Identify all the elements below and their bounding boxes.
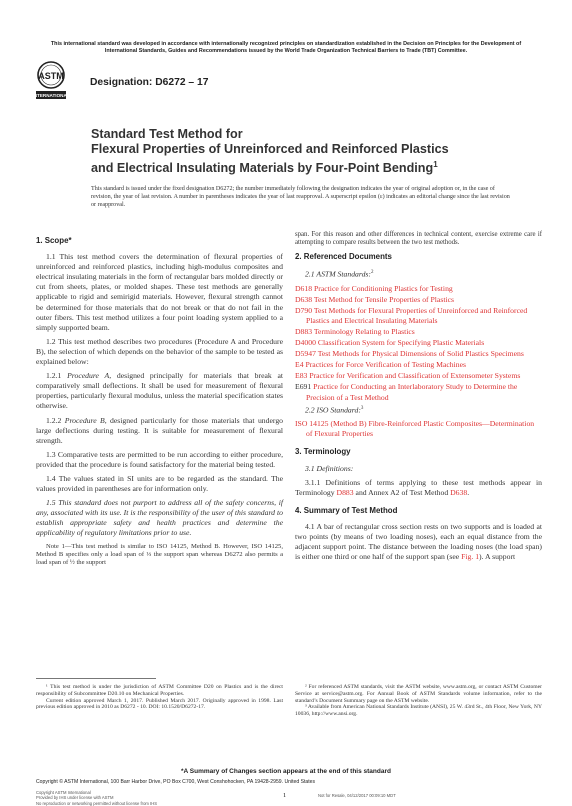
reference-title[interactable]: Test Method for Tensile Properties of Plastics: [313, 294, 455, 304]
page-number: 1: [283, 792, 287, 799]
reference-code[interactable]: E83: [295, 371, 308, 381]
reference-item[interactable]: [295, 295, 542, 305]
reference-code[interactable]: D618: [295, 283, 313, 293]
para-3-1-1: 3.1.1 Definitions of terms applying to these test methods appear in Terminology D883 and Annex A2 of Test Method D638.: [295, 477, 542, 497]
para-1-2: 1.2 This test method describes two procedures (Procedure A and Procedure B), the selection of which depends on the behavior of the sample to be tested as explained below:: [36, 336, 283, 367]
para-1-5: 1.5 This standard does not purport to address all of the safety concerns, if any, associated with its use. It is the responsibility of the user of this standard to establish appropriate safety and health practices and determine the applicability of regulatory limitations prior to use.: [36, 498, 283, 538]
para-1-3: 1.3 Comparative tests are permitted to be run according to either procedure, provided that the procedure is found satisfactory for the material being tested.: [36, 449, 283, 469]
footnote-2: ² For referenced ASTM standards, visit the ASTM website, www.astm.org, or contact ASTM Customer Service at service@astm.org. For Annual Book of ASTM Standards volume information, refer to the standard’s Document Summary page on the ASTM website.: [295, 684, 542, 704]
footnote-rule-left: [36, 678, 156, 679]
copyright-line: Copyright © ASTM International, 100 Barr Harbor Drive, PO Box C700, West Conshohocken, PA 19428-2959. United States: [36, 779, 316, 785]
reference-item[interactable]: [295, 349, 542, 359]
iso-reference[interactable]: ISO 14125 (Method B) Fibre-Reinforced Plastic Composites—Determination of Flexural Properties: [295, 419, 535, 439]
referenced-documents-heading: 2. Referenced Documents: [295, 251, 392, 261]
reference-code[interactable]: D4000: [295, 338, 316, 348]
para-3-1: 3.1 Definitions:: [305, 463, 354, 473]
left-column: [36, 232, 283, 571]
iso-standard-label: 2.2 ISO Standard:$^3$: [305, 405, 364, 415]
link-d883[interactable]: D883: [336, 487, 354, 497]
provider-notice: Copyright ASTM International Provided by IHS under license with ASTM No reproduction or networking permitted without license from IHS: [36, 790, 158, 806]
title-line-2: Flexural Properties of Unreinforced and Reinforced Plastics: [91, 142, 449, 156]
reference-item[interactable]: [295, 284, 542, 294]
reference-title[interactable]: Practice for Verification and Classification of Extensometer Systems: [309, 371, 521, 381]
reference-code[interactable]: D5947: [295, 349, 316, 359]
designation: Designation: D6272 – 17: [90, 77, 209, 88]
reference-title[interactable]: Test Methods for Flexural Properties of Unreinforced and Reinforced Plastics and Electrical Insulating Materials: [306, 305, 528, 325]
link-fig-1[interactable]: Fig. 1: [461, 552, 480, 562]
para-1-4: 1.4 The values stated in SI units are to be regarded as the standard. The values provided in parentheses are for information only.: [36, 473, 283, 494]
reference-list: [295, 284, 542, 403]
reference-item[interactable]: [295, 306, 542, 326]
note-1: Note 1—This test method is similar to ISO 14125, Method B. However, ISO 14125, Method B specifies only a load span of ⅓ the support span whereas D6272 also permits a load span of ½ the support: [36, 542, 283, 566]
reference-title[interactable]: Terminology Relating to Plastics: [313, 326, 415, 336]
reference-code[interactable]: E4: [295, 360, 304, 370]
wto-notice: This international standard was developed in accordance with internationally recognized principles on standardization established in the Decision on Principles for the Development of International Standards, Guides and Recommendations issued by the World Trade Organization Technical Barriers to Trade (TBT) Committee.: [50, 41, 522, 55]
title-footnote-marker[interactable]: 1: [433, 160, 438, 169]
reference-item[interactable]: [295, 360, 542, 370]
reference-item[interactable]: [295, 382, 542, 402]
link-d638[interactable]: D638: [450, 487, 468, 497]
footnote-1: ¹ This test method is under the jurisdiction of ASTM Committee D20 on Plastics and is the direct responsibility of Subcommittee D20.10 on Mechanical Properties.: [36, 684, 283, 697]
issuance-note: This standard is issued under the fixed designation D6272; the number immediately following the designation indicates the year of original adoption or, in the case of revision, the year of last revision. A number in parentheses indicates the year of last reapproval. A superscript epsilon (ε) indicates an editorial change since the last revision or reapproval.: [91, 186, 510, 208]
reference-code[interactable]: D790: [295, 305, 313, 315]
footnotes-left: [36, 684, 283, 711]
reference-code[interactable]: E691: [295, 382, 312, 392]
reference-title[interactable]: Classification System for Specifying Plastic Materials: [317, 338, 485, 348]
title-line-3: and Electrical Insulating Materials by Four-Point Bending$^1$: [91, 160, 438, 176]
reference-code[interactable]: D883: [295, 326, 313, 336]
page-title: [91, 127, 521, 176]
footnote-3: ³ Available from American National Standards Institute (ANSI), 25 W. 43rd St., 4th Floor, New York, NY 10036, http://www.ansi.org.: [295, 704, 542, 718]
reference-item[interactable]: [295, 371, 542, 381]
astm-logo-icon: [32, 60, 70, 106]
para-1-2-2: 1.2.2 Procedure B, designed particularly for those materials that undergo large deflections during testing. It is suitable for measurement of flexural strength.: [36, 415, 284, 445]
para-1-2-1: 1.2.1 Procedure A, designed principally for materials that break at comparatively small deflections. It shall be used for measurement of flexural properties, particularly flexural modulus, unless the material specification states otherwise.: [36, 371, 284, 411]
title-line-1: Standard Test Method for: [91, 127, 243, 141]
svg-text:ASTM: ASTM: [38, 71, 64, 81]
summary-of-changes-note: *A Summary of Changes section appears at the end of this standard: [181, 768, 391, 775]
right-column: [295, 231, 542, 566]
logo-text: INTERNATIONAL: [32, 93, 70, 99]
resale-stamp: Not for Resale, 04/12/2017 00:09:10 MDT: [318, 793, 396, 798]
reference-title[interactable]: Practice for Conducting an Interlaboratory Study to Determine the Precision of a Test Method: [306, 382, 518, 402]
reference-title[interactable]: Practices for Force Verification of Testing Machines: [305, 360, 467, 370]
para-1-1: 1.1 This test method covers the determination of flexural properties of unreinforced and reinforced plastics, including high-modulus composites and electrical insulating materials in the form of rectangular bars molded directly or cut from sheets, plates, or molded shapes. These test methods are generally applicable to rigid and semirigid materials. However, flexural strength cannot be determined for those materials that do not break or that do not fail in the outer fibers. This test method utilizes a four point loading system applied to a simply supported beam.: [36, 252, 283, 332]
reference-title[interactable]: Test Methods for Physical Dimensions of Solid Plastics Specimens: [317, 349, 524, 359]
para-4-1: 4.1 A bar of rectangular cross section rests on two supports and is loaded at two points (by means of two loading noses), each an equal distance from the adjacent support point. The distance between the loading noses (the load span) is either one third or one half of the support span (see Fig. 1). A support: [295, 521, 542, 562]
terminology-heading: 3. Terminology: [295, 447, 351, 457]
footnote-1b: Current edition approved March 1, 2017. Published March 2017. Originally approved in 1998. Last previous edition approved in 2010 as D6272 - 10. DOI: 10.1520/D6272-17.: [36, 697, 283, 711]
reference-item[interactable]: [295, 327, 542, 337]
para-cont: span. For this reason and other differences in technical content, exercise extreme care if attempting to compare results between the two test methods.: [295, 231, 542, 247]
footnotes-right: [295, 684, 542, 718]
scope-heading: 1. Scope*: [36, 236, 72, 245]
summary-heading: 4. Summary of Test Method: [295, 505, 398, 515]
astm-standards-label: 2.1 ASTM Standards:$^2$: [305, 269, 374, 279]
reference-title[interactable]: Practice for Conditioning Plastics for Testing: [314, 283, 453, 293]
reference-code[interactable]: D638: [295, 294, 313, 304]
reference-item[interactable]: [295, 338, 542, 348]
